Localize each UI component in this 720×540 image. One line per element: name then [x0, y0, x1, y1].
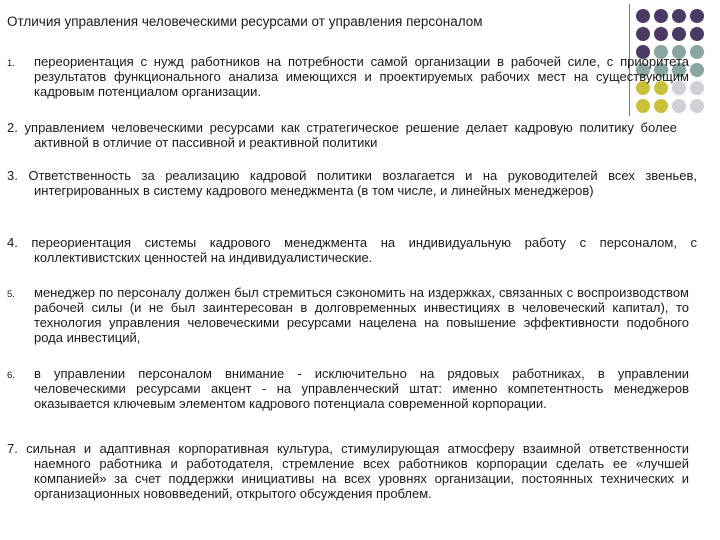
decor-dot — [690, 45, 704, 59]
decor-dot — [672, 9, 686, 23]
list-item-text: 4. переориентация системы кадрового менеджмента на индивидуальную работу с персоналом, с коллективистских ценностей на индивидуалистические. — [7, 235, 697, 265]
list-item-text: 3. Ответственность за реализацию кадровой политики возлагается и на руководителей всех звеньев, интегрированных в систему кадрового менеджмента (в том числе, и линейных менеджеров) — [7, 168, 697, 198]
list-item-5 — [7, 285, 689, 345]
decor-dot — [636, 99, 650, 113]
decor-dot — [672, 27, 686, 41]
list-item-7 — [7, 441, 689, 501]
decor-dot — [690, 81, 704, 95]
list-item-text: менеджер по персоналу должен был стремиться сэкономить на издержках, связанных с воспроизводством рабочей силы (и не был заинтересован в долговременных инвестициях в человеческий капитал), то технология управления человеческими ресурсами нацелена на повышение эффективности подобного рода инвестиций, — [34, 285, 689, 345]
list-item-number: 1. — [7, 58, 15, 69]
list-item-text: 2. управлением человеческими ресурсами как стратегическое решение делает кадровую политику более активной в отличие от пассивной и реактивной политики — [7, 120, 677, 150]
list-item-1 — [7, 54, 689, 99]
list-item-6 — [7, 366, 689, 411]
list-item-text: переориентация с нужд работников на потребности самой организации в рабочей силе, с приоритета результатов функционального анализа имеющихся и проектируемых рабочих мест на существующим кадровым потенциалом организации. — [34, 54, 689, 99]
list-item-4 — [7, 235, 697, 265]
list-item-3 — [7, 168, 697, 198]
list-item-number: 5. — [7, 289, 15, 300]
decor-dot — [636, 9, 650, 23]
decor-dot — [690, 9, 704, 23]
decor-dot — [654, 9, 668, 23]
list-item-text: 7. сильная и адаптивная корпоративная культура, стимулирующая атмосферу взаимной ответственности наемного работника и работодателя, стремление всех работников корпорации сделать ее «лучшей компанией» за счет поддержки инициативы на всех уровнях организации, постоянных технических и организационных нововведений, открытого обсуждения проблем. — [7, 441, 689, 501]
slide-title: Отличия управления человеческими ресурсами от управления персоналом — [7, 14, 483, 29]
decor-dot — [690, 27, 704, 41]
list-item-number: 6. — [7, 370, 15, 381]
decor-dot — [654, 27, 668, 41]
decor-dot — [690, 99, 704, 113]
list-item-text: в управлении персоналом внимание - исключительно на рядовых работниках, в управлении человеческими ресурсами акцент - на управленческий штат: именно компетентность менеджеров оказывается ключевым элементом кадрового потенциала современной корпорации. — [34, 366, 689, 411]
decor-dot — [636, 27, 650, 41]
decor-dot — [690, 63, 704, 77]
list-item-2 — [7, 120, 677, 150]
decor-dot — [672, 99, 686, 113]
decor-dot — [654, 99, 668, 113]
